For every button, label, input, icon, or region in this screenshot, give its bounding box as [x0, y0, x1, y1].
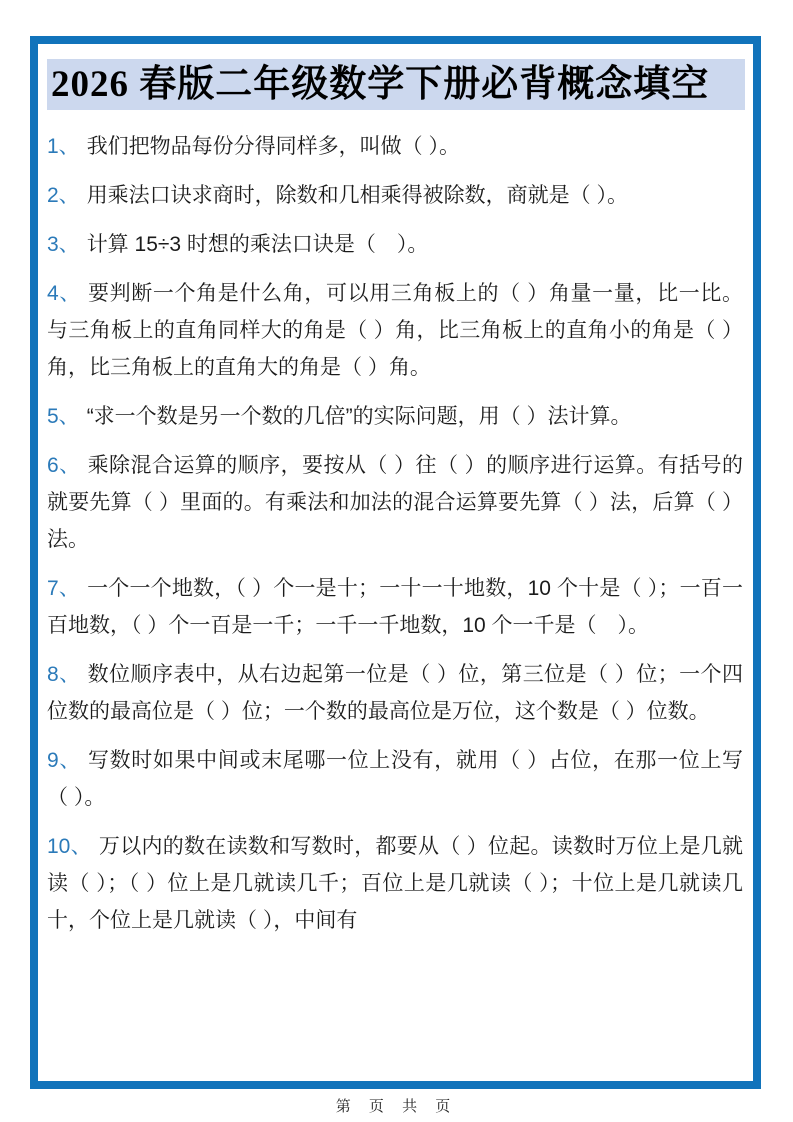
question-item — [47, 828, 743, 939]
question-number: 1、 — [47, 135, 80, 158]
question-text: 计算 15÷3 时想的乘法口诀是（ ）。 — [86, 233, 429, 256]
question-item — [47, 177, 743, 214]
question-text: “求一个数是另一个数的几倍”的实际问题，用（ ）法计算。 — [86, 405, 632, 428]
question-text: 写数时如果中间或末尾哪一位上没有，就用（ ）占位，在那一位上写（ ）。 — [47, 749, 743, 809]
page-title: 2026 春版二年级数学下册必背概念填空 — [47, 59, 745, 110]
question-number: 2、 — [47, 184, 80, 207]
question-item — [47, 742, 743, 816]
question-text: 我们把物品每份分得同样多，叫做（ ）。 — [86, 135, 461, 158]
page-border-frame — [30, 36, 761, 1089]
question-item — [47, 128, 743, 165]
question-number: 9、 — [47, 749, 81, 772]
question-text: 乘除混合运算的顺序，要按从（ ）往（ ）的顺序进行运算。有括号的就要先算（ ）里面的。有乘法和加法的混合运算要先算（ ）法，后算（ ）法。 — [47, 454, 743, 551]
question-text: 数位顺序表中，从右边起第一位是（ ）位，第三位是（ ）位；一个四位数的最高位是（ ）位；一个数的最高位是万位，这个数是（ ）位数。 — [47, 663, 743, 723]
question-text: 万以内的数在读数和写数时，都要从（ ）位起。读数时万位上是几就读（ ）；（ ）位上是几就读几千；百位上是几就读（ ）；十位上是几就读几十，个位上是几就读（ ），中间有 — [47, 835, 744, 932]
question-item — [47, 656, 743, 730]
question-item — [47, 226, 743, 263]
question-item — [47, 447, 743, 558]
question-list — [47, 114, 743, 939]
question-number: 5、 — [47, 405, 80, 428]
question-number: 10、 — [47, 835, 92, 858]
question-text: 要判断一个角是什么角，可以用三角板上的（ ）角量一量，比一比。与三角板上的直角同样大的角是（ ）角，比三角板上的直角小的角是（ ）角，比三角板上的直角大的角是（ ）角。 — [47, 282, 743, 379]
question-number: 4、 — [47, 282, 81, 305]
question-number: 7、 — [47, 577, 81, 600]
page-footer: 第 页 共 页 — [335, 1098, 458, 1115]
question-item — [47, 275, 743, 386]
question-number: 8、 — [47, 663, 81, 686]
question-item — [47, 398, 743, 435]
question-number: 6、 — [47, 454, 81, 477]
question-number: 3、 — [47, 233, 80, 256]
question-item — [47, 570, 743, 644]
question-text: 用乘法口诀求商时，除数和几相乘得被除数，商就是（ ）。 — [86, 184, 629, 207]
question-text: 一个一个地数，（ ）个一是十；一十一十地数，10 个十是（ ）；一百一百地数，（ ）个一百是一千；一千一千地数，10 个一千是（ ）。 — [47, 577, 743, 637]
